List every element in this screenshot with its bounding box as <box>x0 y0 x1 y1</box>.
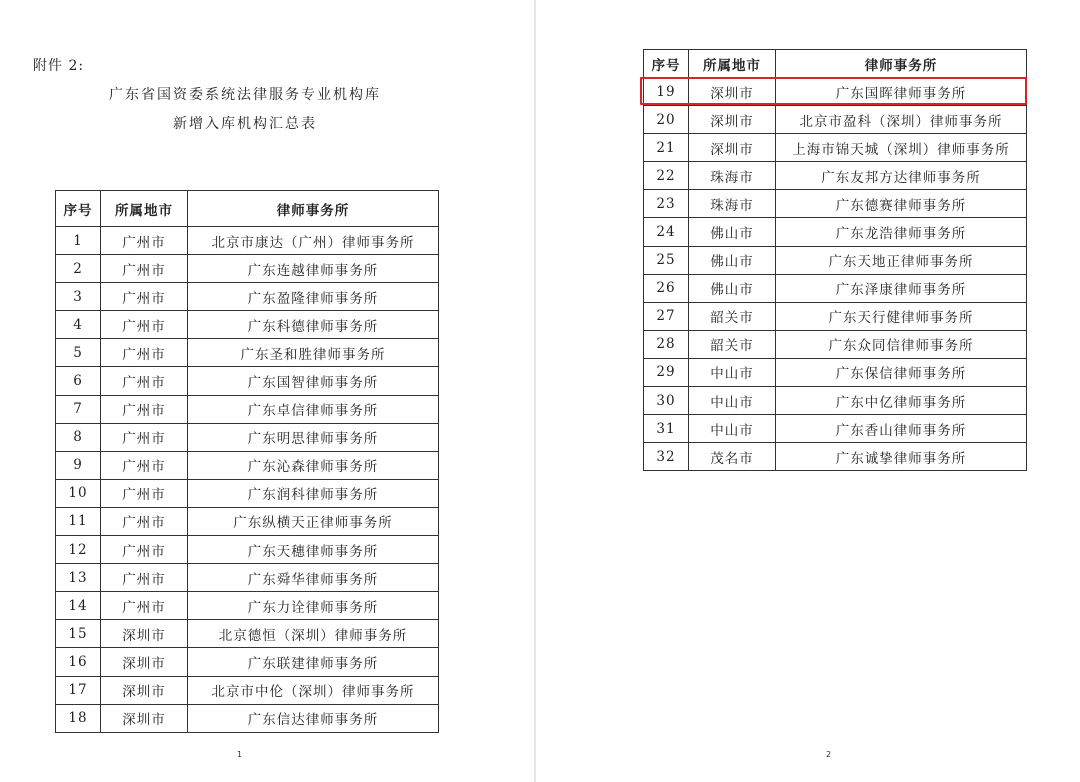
table-row <box>56 479 439 507</box>
cell-city: 中山市 <box>689 358 776 386</box>
cell-index: 23 <box>644 190 689 218</box>
cell-index: 13 <box>56 564 101 592</box>
table-row <box>644 330 1027 358</box>
table-row <box>56 283 439 311</box>
cell-law-firm: 广东联建律师事务所 <box>188 648 439 676</box>
header-index: 序号 <box>56 191 101 227</box>
table-row <box>56 704 439 732</box>
law-firm-table-page-1 <box>55 190 439 733</box>
cell-law-firm: 北京德恒（深圳）律师事务所 <box>188 620 439 648</box>
cell-index: 6 <box>56 367 101 395</box>
cell-city: 广州市 <box>101 451 188 479</box>
cell-city: 佛山市 <box>689 274 776 302</box>
cell-city: 深圳市 <box>689 134 776 162</box>
cell-law-firm: 广东中亿律师事务所 <box>776 387 1027 415</box>
cell-city: 广州市 <box>101 311 188 339</box>
cell-index: 25 <box>644 246 689 274</box>
cell-law-firm: 广东明思律师事务所 <box>188 423 439 451</box>
cell-index: 32 <box>644 443 689 471</box>
cell-law-firm: 北京市中伦（深圳）律师事务所 <box>188 676 439 704</box>
cell-city: 广州市 <box>101 367 188 395</box>
cell-index: 27 <box>644 302 689 330</box>
cell-law-firm: 广东天行健律师事务所 <box>776 302 1027 330</box>
cell-city: 深圳市 <box>689 78 776 106</box>
cell-law-firm: 广东德赛律师事务所 <box>776 190 1027 218</box>
page-number: 1 <box>237 750 243 759</box>
cell-city: 深圳市 <box>101 620 188 648</box>
cell-law-firm: 广东泽康律师事务所 <box>776 274 1027 302</box>
cell-city: 韶关市 <box>689 330 776 358</box>
cell-law-firm: 广东连越律师事务所 <box>188 255 439 283</box>
cell-index: 9 <box>56 451 101 479</box>
cell-index: 2 <box>56 255 101 283</box>
cell-law-firm: 广东舜华律师事务所 <box>188 564 439 592</box>
cell-law-firm: 广东天地正律师事务所 <box>776 246 1027 274</box>
cell-index: 30 <box>644 387 689 415</box>
cell-law-firm: 广东香山律师事务所 <box>776 415 1027 443</box>
cell-city: 广州市 <box>101 283 188 311</box>
cell-index: 19 <box>644 78 689 106</box>
document-subtitle: 新增入库机构汇总表 <box>173 116 317 132</box>
cell-index: 3 <box>56 283 101 311</box>
cell-index: 22 <box>644 162 689 190</box>
table-row <box>56 339 439 367</box>
cell-index: 5 <box>56 339 101 367</box>
cell-law-firm: 广东力诠律师事务所 <box>188 592 439 620</box>
cell-law-firm: 广东信达律师事务所 <box>188 704 439 732</box>
table-row <box>56 676 439 704</box>
table-row <box>644 134 1027 162</box>
cell-index: 29 <box>644 358 689 386</box>
table-row <box>56 255 439 283</box>
law-firm-table-page-2 <box>643 49 1027 471</box>
cell-city: 深圳市 <box>101 648 188 676</box>
cell-city: 广州市 <box>101 592 188 620</box>
document-page-1 <box>0 0 534 782</box>
cell-city: 广州市 <box>101 227 188 255</box>
cell-city: 中山市 <box>689 415 776 443</box>
table-row <box>644 443 1027 471</box>
cell-city: 广州市 <box>101 479 188 507</box>
cell-law-firm: 广东龙浩律师事务所 <box>776 218 1027 246</box>
header-law-firm: 律师事务所 <box>188 191 439 227</box>
table-row <box>56 536 439 564</box>
cell-index: 26 <box>644 274 689 302</box>
cell-index: 10 <box>56 479 101 507</box>
table-row <box>644 387 1027 415</box>
table-row <box>56 451 439 479</box>
cell-law-firm: 广东保信律师事务所 <box>776 358 1027 386</box>
cell-city: 广州市 <box>101 395 188 423</box>
table-row <box>56 311 439 339</box>
cell-law-firm: 上海市锦天城（深圳）律师事务所 <box>776 134 1027 162</box>
cell-law-firm: 北京市盈科（深圳）律师事务所 <box>776 106 1027 134</box>
cell-city: 茂名市 <box>689 443 776 471</box>
table-row <box>644 358 1027 386</box>
cell-city: 广州市 <box>101 507 188 535</box>
table-row <box>644 302 1027 330</box>
cell-index: 15 <box>56 620 101 648</box>
cell-city: 珠海市 <box>689 190 776 218</box>
table-header-row <box>56 191 439 227</box>
cell-index: 1 <box>56 227 101 255</box>
cell-law-firm: 广东润科律师事务所 <box>188 479 439 507</box>
header-city: 所属地市 <box>689 50 776 78</box>
cell-city: 深圳市 <box>689 106 776 134</box>
cell-law-firm: 广东众同信律师事务所 <box>776 330 1027 358</box>
cell-index: 11 <box>56 507 101 535</box>
table-row <box>56 227 439 255</box>
cell-law-firm: 广东国智律师事务所 <box>188 367 439 395</box>
cell-city: 珠海市 <box>689 162 776 190</box>
header-law-firm: 律师事务所 <box>776 50 1027 78</box>
cell-city: 广州市 <box>101 536 188 564</box>
cell-index: 17 <box>56 676 101 704</box>
cell-index: 12 <box>56 536 101 564</box>
cell-law-firm: 广东国晖律师事务所 <box>776 78 1027 106</box>
cell-city: 韶关市 <box>689 302 776 330</box>
table-row <box>644 274 1027 302</box>
table-row <box>56 592 439 620</box>
document-page-2 <box>536 0 1080 782</box>
cell-city: 深圳市 <box>101 704 188 732</box>
cell-index: 18 <box>56 704 101 732</box>
cell-index: 28 <box>644 330 689 358</box>
document-title: 广东省国资委系统法律服务专业机构库 <box>109 87 381 103</box>
attachment-label: 附件 2: <box>33 58 85 74</box>
cell-law-firm: 广东盈隆律师事务所 <box>188 283 439 311</box>
cell-law-firm: 广东卓信律师事务所 <box>188 395 439 423</box>
table-row <box>644 162 1027 190</box>
cell-index: 8 <box>56 423 101 451</box>
cell-city: 广州市 <box>101 255 188 283</box>
table-row <box>56 367 439 395</box>
cell-city: 广州市 <box>101 564 188 592</box>
cell-index: 7 <box>56 395 101 423</box>
table-row <box>56 395 439 423</box>
table-row <box>56 507 439 535</box>
cell-index: 21 <box>644 134 689 162</box>
cell-law-firm: 广东圣和胜律师事务所 <box>188 339 439 367</box>
cell-law-firm: 广东纵横天正律师事务所 <box>188 507 439 535</box>
table-row <box>56 620 439 648</box>
cell-law-firm: 北京市康达（广州）律师事务所 <box>188 227 439 255</box>
cell-city: 中山市 <box>689 387 776 415</box>
header-city: 所属地市 <box>101 191 188 227</box>
table-row <box>56 564 439 592</box>
table-row <box>644 246 1027 274</box>
cell-index: 14 <box>56 592 101 620</box>
table-row <box>56 648 439 676</box>
cell-city: 广州市 <box>101 423 188 451</box>
cell-law-firm: 广东科德律师事务所 <box>188 311 439 339</box>
cell-law-firm: 广东沁森律师事务所 <box>188 451 439 479</box>
cell-law-firm: 广东诚挚律师事务所 <box>776 443 1027 471</box>
cell-index: 4 <box>56 311 101 339</box>
cell-city: 佛山市 <box>689 246 776 274</box>
highlight-box <box>640 77 1027 105</box>
cell-index: 31 <box>644 415 689 443</box>
header-index: 序号 <box>644 50 689 78</box>
table-row <box>56 423 439 451</box>
cell-index: 24 <box>644 218 689 246</box>
cell-law-firm: 广东天穗律师事务所 <box>188 536 439 564</box>
cell-city: 广州市 <box>101 339 188 367</box>
cell-city: 佛山市 <box>689 218 776 246</box>
cell-index: 20 <box>644 106 689 134</box>
table-header-row <box>644 50 1027 78</box>
table-row <box>644 415 1027 443</box>
cell-city: 深圳市 <box>101 676 188 704</box>
table-row <box>644 218 1027 246</box>
cell-law-firm: 广东友邦方达律师事务所 <box>776 162 1027 190</box>
cell-index: 16 <box>56 648 101 676</box>
page-number: 2 <box>826 750 832 759</box>
table-row <box>644 190 1027 218</box>
table-row <box>644 106 1027 134</box>
